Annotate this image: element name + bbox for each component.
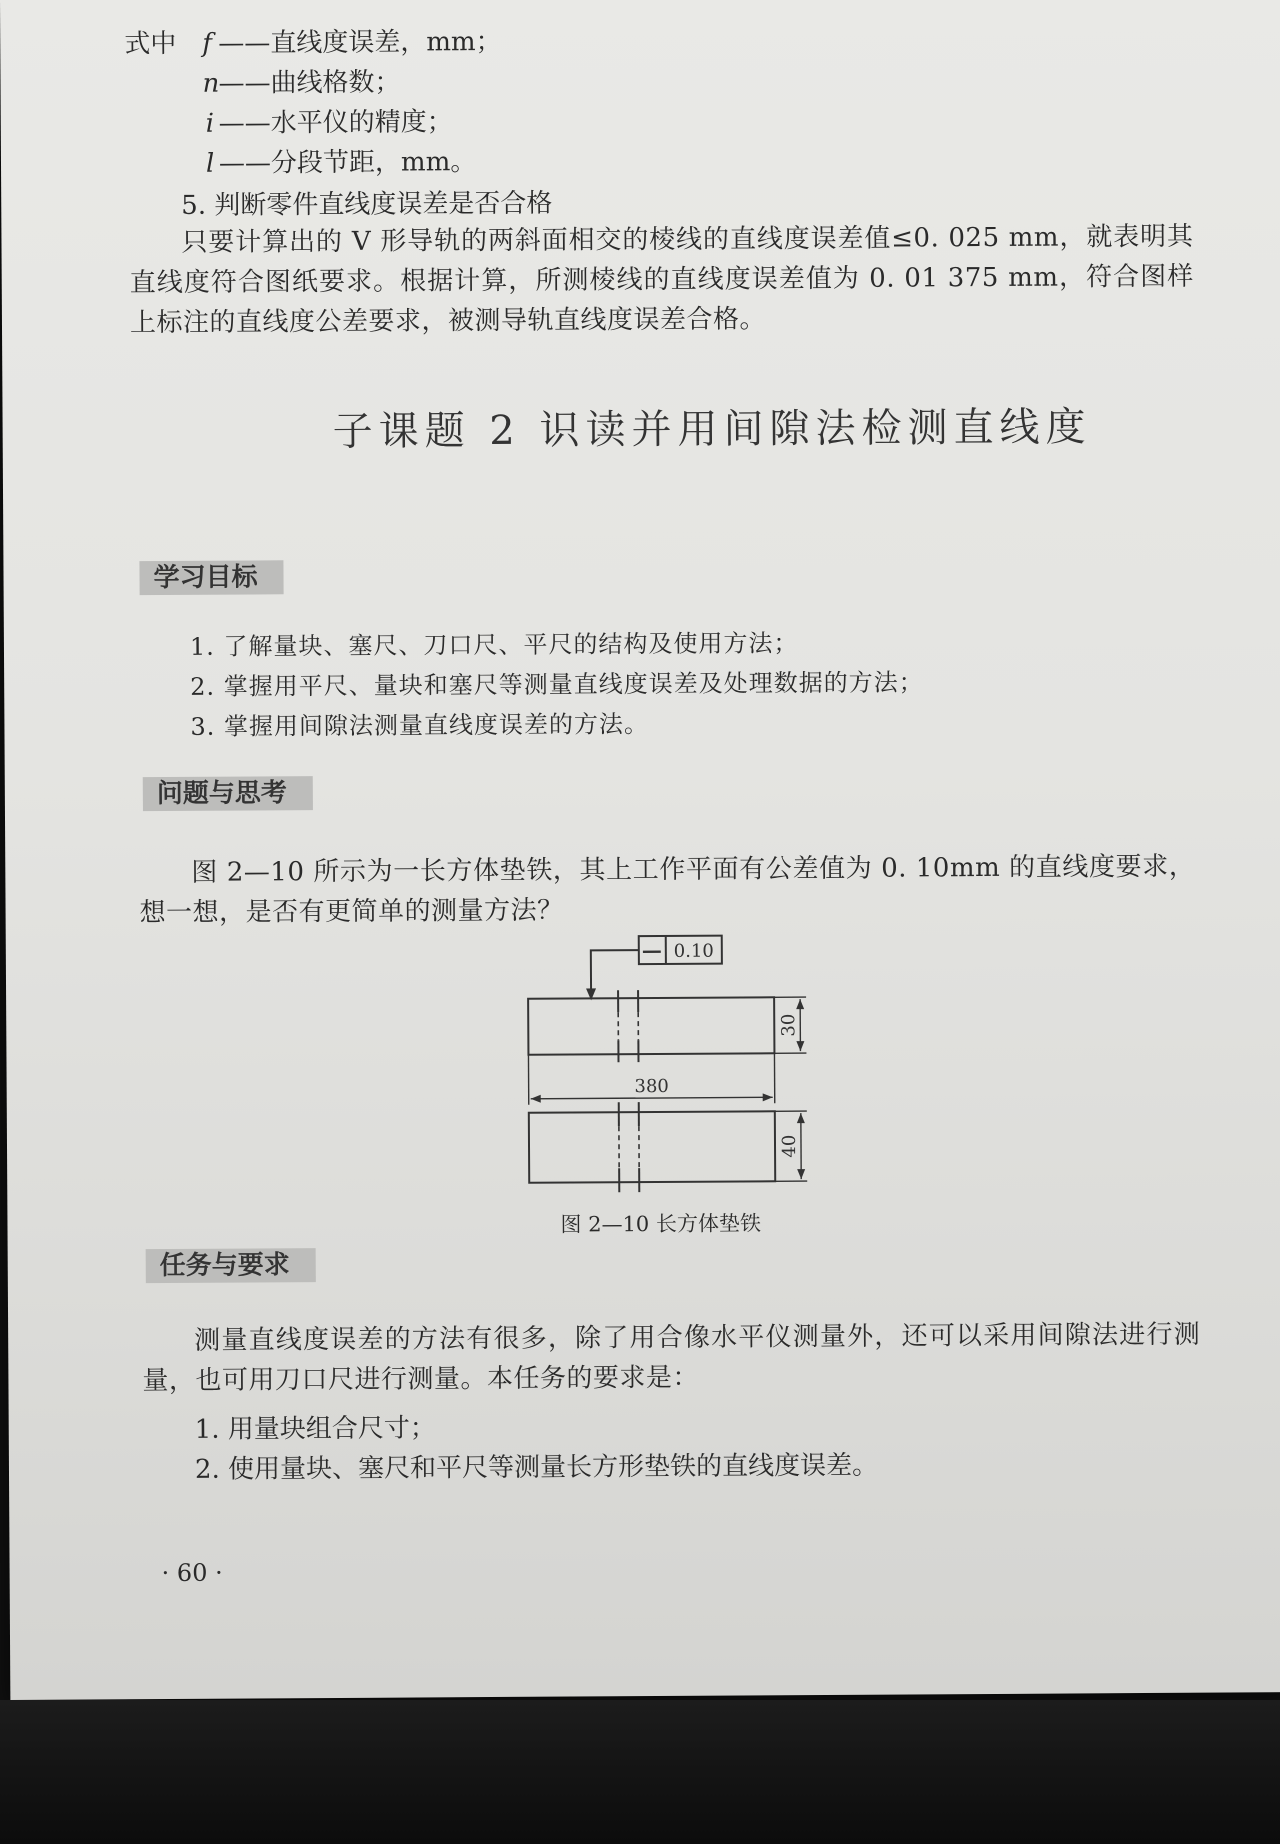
tasks-paragraph: 测量直线度误差的方法有很多，除了用合像水平仪测量外，还可以采用间隙法进行测量，也可用刀口尺进行测量。本任务的要求是： — [142, 1319, 1201, 1397]
formula-def-n: ——曲线格数； — [218, 67, 401, 99]
figure-caption: 图 2—10 长方体垫铁 — [560, 1211, 761, 1237]
formula-prefix: 式中 — [124, 28, 177, 60]
tolerance-leader — [591, 950, 639, 994]
dim-length-label: 380 — [634, 1075, 669, 1098]
figure-2-10 — [506, 925, 888, 1207]
goal-item-2: 2. 掌握用平尺、量块和塞尺等测量直线度误差及处理数据的方法； — [190, 668, 924, 701]
task-item-2: 2. 使用量块、塞尺和平尺等测量长方形垫铁的直线度误差。 — [194, 1450, 879, 1485]
block-front-view — [528, 997, 774, 1055]
formula-symbol-f: f — [202, 28, 212, 59]
chapter-title: 子课题 2 识读并用间隙法检测直线度 — [332, 404, 1092, 455]
questions-paragraph: 图 2—10 所示为一长方体垫铁，其上工作平面有公差值为 0. 10mm 的直线度要求，想一想，是否有更简单的测量方法？ — [139, 851, 1196, 929]
formula-def-l: ——分段节距，mm。 — [218, 147, 477, 179]
section-tag-goals: 学习目标 — [139, 560, 283, 595]
formula-symbol-i: i — [205, 108, 215, 139]
section-tag-questions: 问题与思考 — [143, 776, 313, 811]
section-tag-tasks: 任务与要求 — [146, 1248, 316, 1283]
step5-paragraph: 只要计算出的 V 形导轨的两斜面相交的棱线的直线度误差值≤0. 025 mm，就表明其直线度符合图纸要求。根据计算，所测棱线的直线度误差值为 0. 01 375 mm，符合图样上标注的直线度公差要求，被测导轨直线度误差合格。 — [129, 221, 1194, 339]
desk-background — [0, 1700, 1280, 1844]
dim-height-top-label: 30 — [778, 1013, 800, 1037]
formula-symbol-n: n — [202, 68, 220, 99]
goal-item-1: 1. 了解量块、塞尺、刀口尺、平尺的结构及使用方法； — [189, 629, 799, 661]
tolerance-symbol: — — [641, 937, 662, 963]
tolerance-value: 0.10 — [673, 940, 714, 962]
formula-def-f: ——直线度误差，mm； — [218, 26, 502, 59]
step5-heading: 5. 判断零件直线度误差是否合格 — [181, 188, 553, 221]
goal-item-3: 3. 掌握用间隙法测量直线度误差的方法。 — [190, 710, 650, 741]
formula-symbol-l: l — [205, 148, 215, 179]
formula-def-i: ——水平仪的精度； — [218, 107, 453, 139]
dim-height-bottom-label: 40 — [778, 1134, 801, 1158]
page-number: · 60 · — [161, 1558, 223, 1588]
task-item-1: 1. 用量块组合尺寸； — [194, 1413, 436, 1445]
block-top-view — [529, 1111, 775, 1183]
